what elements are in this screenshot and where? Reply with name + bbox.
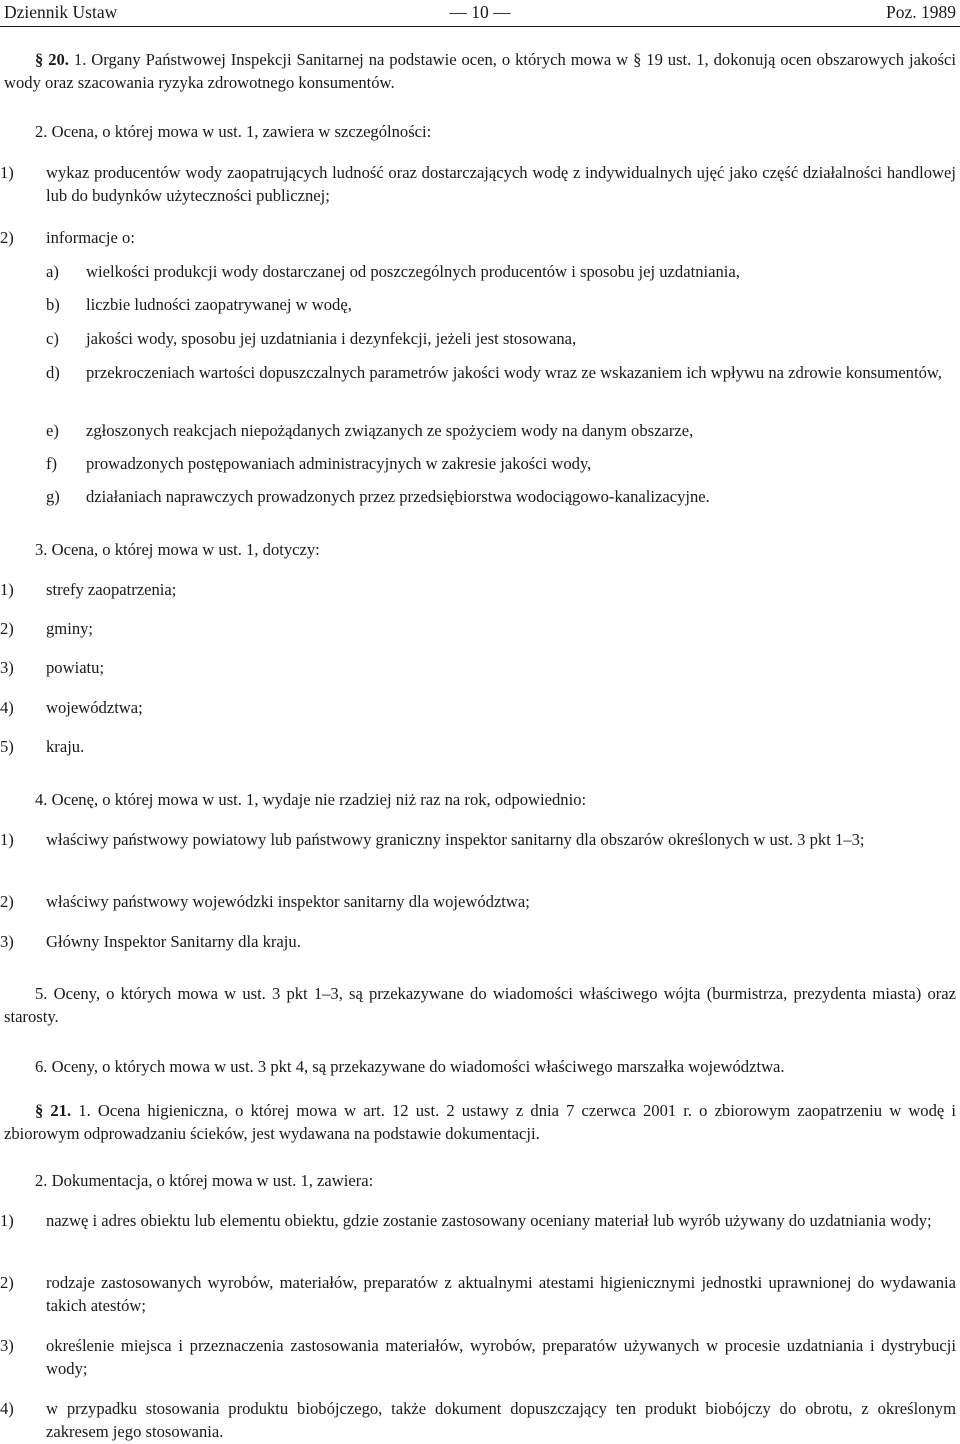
page-header bbox=[0, 0, 960, 28]
paragraph-text: 1. Organy Państwowej Inspekcji Sanitarnej na podstawie ocen, o których mowa w § 19 ust. 1, dokonują ocen obszarowych jakości wody oraz szacowania ryzyka zdrowotnego konsumentów. bbox=[4, 50, 956, 92]
page-number: — 10 — bbox=[449, 2, 511, 22]
item-number: 1) bbox=[0, 163, 14, 182]
item-letter: d) bbox=[46, 363, 60, 382]
item-text: gminy; bbox=[46, 619, 94, 638]
item-number: 4) bbox=[0, 1399, 14, 1418]
item-text: prowadzonych postępowaniach administracyjnych w zakresie jakości wody, bbox=[86, 454, 592, 473]
item-text: w przypadku stosowania produktu biobójczego, także dokument dopuszczający ten produkt biobójczy do obrotu, z określonym zakresem jego stosowania. bbox=[46, 1399, 956, 1441]
item-number: 2) bbox=[0, 1273, 14, 1292]
item-number: 4) bbox=[0, 698, 14, 717]
item-text: Główny Inspektor Sanitarny dla kraju. bbox=[46, 932, 301, 951]
item-number: 2) bbox=[0, 619, 14, 638]
header-rule bbox=[0, 26, 960, 27]
item-text: nazwę i adres obiektu lub elementu obiektu, gdzie zostanie zastosowany oceniany materiał lub wyrób używany do uzdatniania wody; bbox=[46, 1211, 932, 1230]
item-text: województwa; bbox=[46, 698, 143, 717]
item-text: kraju. bbox=[46, 737, 85, 756]
item-number: 3) bbox=[0, 658, 14, 677]
item-number: 5) bbox=[0, 737, 14, 756]
item-text: określenie miejsca i przeznaczenia zastosowania materiałów, wyrobów, preparatów używanych w procesie uzdatniania i dystrybucji wody; bbox=[46, 1336, 956, 1378]
paragraph-s20-2: 2. Ocena, o której mowa w ust. 1, zawiera w szczególności: bbox=[35, 122, 432, 141]
paragraph-s20-3: 3. Ocena, o której mowa w ust. 1, dotyczy: bbox=[35, 540, 320, 559]
item-letter: g) bbox=[46, 487, 60, 506]
item-number: 2) bbox=[0, 892, 14, 911]
item-text: rodzaje zastosowanych wyrobów, materiałów, preparatów z aktualnymi atestami higienicznymi jednostki uprawnionej do wydawania takich atestów; bbox=[46, 1273, 956, 1315]
section-number: § 21. bbox=[35, 1101, 72, 1120]
position-number: Poz. 1989 bbox=[886, 2, 956, 22]
item-text: informacje o: bbox=[46, 228, 135, 247]
paragraph-s21-1 bbox=[4, 1099, 956, 1145]
item-text: działaniach naprawczych prowadzonych przez przedsiębiorstwa wodociągowo-kanalizacyjne. bbox=[86, 487, 710, 506]
item-text: powiatu; bbox=[46, 658, 105, 677]
paragraph-s20-1 bbox=[4, 48, 956, 94]
item-text: właściwy państwowy wojewódzki inspektor sanitarny dla województwa; bbox=[46, 892, 530, 911]
paragraph-text: 1. Ocena higieniczna, o której mowa w art. 12 ust. 2 ustawy z dnia 7 czerwca 2001 r. o zbiorowym zaopatrzeniu w wodę i zbiorowym odprowadzaniu ścieków, jest wydawana na podstawie dokumentacji. bbox=[4, 1101, 956, 1143]
item-number: 1) bbox=[0, 580, 14, 599]
item-letter: b) bbox=[46, 295, 60, 314]
item-number: 1) bbox=[0, 1211, 14, 1230]
item-text: jakości wody, sposobu jej uzdatniania i dezynfekcji, jeżeli jest stosowana, bbox=[86, 329, 577, 348]
item-text: strefy zaopatrzenia; bbox=[46, 580, 177, 599]
paragraph-s20-6: 6. Oceny, o których mowa w ust. 3 pkt 4, są przekazywane do wiadomości właściwego marszałka województwa. bbox=[35, 1057, 785, 1076]
item-number: 2) bbox=[0, 228, 14, 247]
item-text: liczbie ludności zaopatrywanej w wodę, bbox=[86, 295, 352, 314]
item-number: 3) bbox=[0, 932, 14, 951]
item-letter: e) bbox=[46, 421, 59, 440]
item-letter: c) bbox=[46, 329, 59, 348]
item-letter: a) bbox=[46, 262, 59, 281]
item-letter: f) bbox=[46, 454, 58, 473]
item-number: 1) bbox=[0, 830, 14, 849]
item-number: 3) bbox=[0, 1336, 14, 1355]
journal-title: Dziennik Ustaw bbox=[4, 2, 118, 22]
item-text: wielkości produkcji wody dostarczanej od poszczególnych producentów i sposobu jej uzdatniania, bbox=[86, 262, 740, 281]
paragraph-s21-2: 2. Dokumentacja, o której mowa w ust. 1, zawiera: bbox=[35, 1171, 374, 1190]
item-text: wykaz producentów wody zaopatrujących ludność oraz dostarczających wodę z indywidualnych ujęć jako część działalności handlowej lub do budynków użyteczności publicznej; bbox=[46, 163, 956, 205]
section-number: § 20. bbox=[35, 50, 69, 69]
paragraph-s20-5: 5. Oceny, o których mowa w ust. 3 pkt 1–3, są przekazywane do wiadomości właściwego wójta (burmistrza, prezydenta miasta) oraz starosty. bbox=[4, 984, 956, 1026]
item-text: przekroczeniach wartości dopuszczalnych parametrów jakości wody wraz ze wskazaniem ich wpływu na zdrowie konsumentów, bbox=[86, 363, 942, 382]
item-text: zgłoszonych reakcjach niepożądanych związanych ze spożyciem wody na danym obszarze, bbox=[86, 421, 694, 440]
item-text: właściwy państwowy powiatowy lub państwowy graniczny inspektor sanitarny dla obszarów określonych w ust. 3 pkt 1–3; bbox=[46, 830, 865, 849]
paragraph-s20-4: 4. Ocenę, o której mowa w ust. 1, wydaje nie rzadziej niż raz na rok, odpowiednio: bbox=[35, 790, 587, 809]
